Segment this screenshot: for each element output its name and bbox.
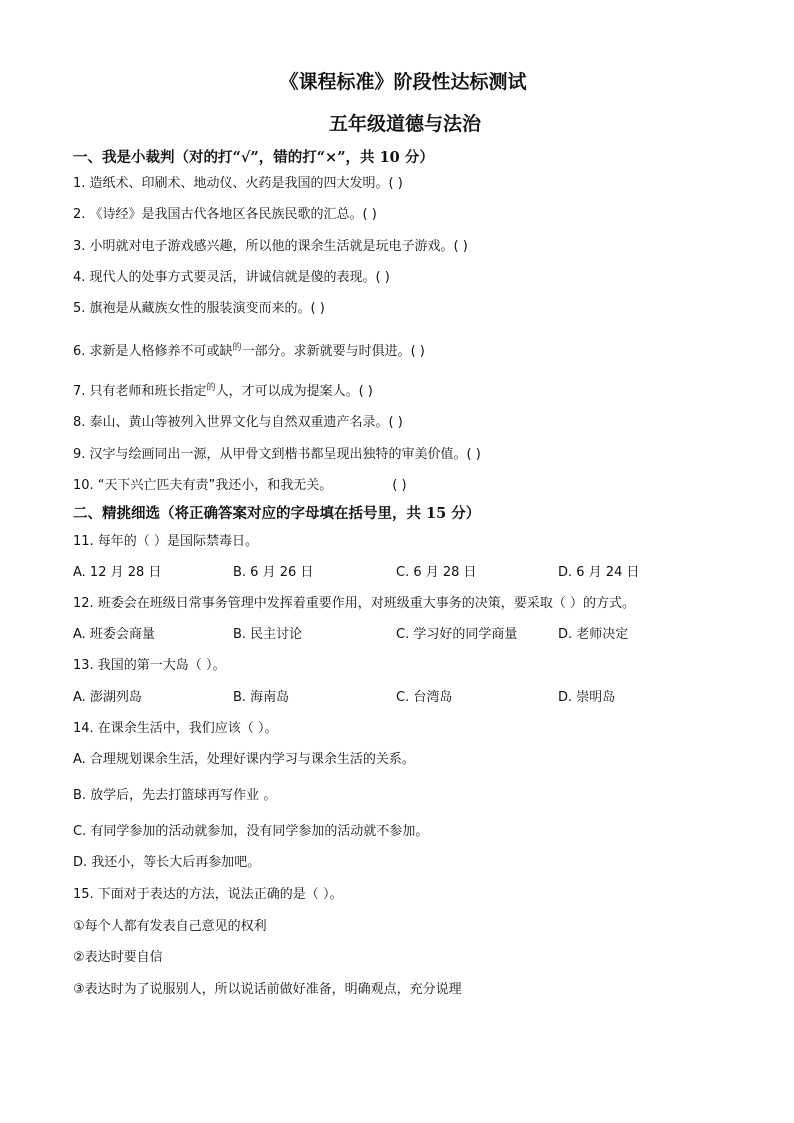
answer-blank: ( ) xyxy=(453,239,468,254)
question-15-statement-3: ③表达时为了说服别人，所以说话前做好准备，明确观点，充分说理 xyxy=(73,982,462,997)
option-b: B. 6 月 26 日 xyxy=(233,565,314,580)
question-text: 人，才可以成为提案人。 xyxy=(215,384,359,399)
option-d: D. 6 月 24 日 xyxy=(558,565,640,580)
question-13-options xyxy=(73,689,733,707)
question-5 xyxy=(73,300,325,318)
question-14-stem: 14. 在课余生活中，我们应该（ ）。 xyxy=(73,721,278,736)
option-a: A. 12 月 28 日 xyxy=(73,565,162,580)
question-14-option-c: C. 有同学参加的活动就参加，没有同学参加的活动就不参加。 xyxy=(73,824,429,839)
question-8 xyxy=(73,414,403,432)
question-13-stem: 13. 我国的第一大岛（ ）。 xyxy=(73,658,226,673)
question-text: 一部分。求新就要与时俱进。 xyxy=(241,344,411,359)
question-14-option-b: B. 放学后，先去打篮球再写作业 。 xyxy=(73,788,277,803)
answer-blank: ( ) xyxy=(310,301,325,316)
question-7 xyxy=(73,379,373,401)
question-2 xyxy=(73,206,377,224)
question-text: 1. 造纸术、印刷术、地动仪、火药是我国的四大发明。 xyxy=(73,176,389,191)
question-text: 5. 旗袍是从藏族女性的服装演变而来的。 xyxy=(73,301,311,316)
question-1 xyxy=(73,175,403,193)
question-15-statement-2: ②表达时要自信 xyxy=(73,950,163,965)
answer-blank: ( ) xyxy=(410,344,425,359)
question-11-options xyxy=(73,564,733,582)
question-6 xyxy=(73,339,425,361)
question-text: 8. 泰山、黄山等被列入世界文化与自然双重遗产名录。 xyxy=(73,415,389,430)
question-11-stem: 11. 每年的（ ）是国际禁毒日。 xyxy=(73,534,258,549)
question-9 xyxy=(73,446,481,464)
option-c: C. 学习好的同学商量 xyxy=(396,627,518,642)
option-b: B. 民主讨论 xyxy=(233,627,303,642)
superscript-char: 的 xyxy=(206,383,216,393)
answer-blank: ( ) xyxy=(392,478,407,493)
document-title: 《课程标准》阶段性达标测试 xyxy=(279,71,527,93)
question-3 xyxy=(73,238,468,256)
document-subtitle: 五年级道德与法治 xyxy=(328,113,481,135)
superscript-char: 的 xyxy=(232,343,242,353)
question-text: 10. “天下兴亡匹夫有责”我还小，和我无关。 xyxy=(73,478,333,493)
answer-blank: ( ) xyxy=(388,415,403,430)
answer-blank: ( ) xyxy=(466,447,481,462)
question-10 xyxy=(73,477,407,495)
answer-blank: ( ) xyxy=(362,207,377,222)
option-d: D. 崇明岛 xyxy=(558,690,616,705)
question-15-statement-1: ①每个人都有发表自己意见的权利 xyxy=(73,919,267,934)
option-c: C. 6 月 28 日 xyxy=(396,565,477,580)
answer-blank: ( ) xyxy=(375,270,390,285)
option-a: A. 班委会商量 xyxy=(73,627,155,642)
question-text: 7. 只有老师和班长指定 xyxy=(73,384,207,399)
option-a: A. 澎湖列岛 xyxy=(73,690,142,705)
section-2-heading: 二、精挑细选（将正确答案对应的字母填在括号里，共 15 分） xyxy=(73,505,481,522)
option-d: D. 老师决定 xyxy=(558,627,629,642)
question-12-options xyxy=(73,626,733,644)
answer-blank: ( ) xyxy=(358,384,373,399)
section-1-heading: 一、我是小裁判（对的打“√”，错的打“×”，共 10 分） xyxy=(73,149,434,166)
question-text: 3. 小明就对电子游戏感兴趣，所以他的课余生活就是玩电子游戏。 xyxy=(73,239,454,254)
question-15-stem: 15. 下面对于表达的方法，说法正确的是（ ）。 xyxy=(73,887,343,902)
question-text: 2. 《诗经》是我国古代各地区各民族民歌的汇总。 xyxy=(73,207,363,222)
question-12-stem: 12. 班委会在班级日常事务管理中发挥着重要作用，对班级重大事务的决策，要采取（ ）的方式。 xyxy=(73,596,635,611)
option-b: B. 海南岛 xyxy=(233,690,290,705)
question-4 xyxy=(73,269,390,287)
answer-blank: ( ) xyxy=(388,176,403,191)
question-text: 4. 现代人的处事方式要灵活，讲诚信就是傻的表现。 xyxy=(73,270,376,285)
question-14-option-d: D. 我还小，等长大后再参加吧。 xyxy=(73,855,261,870)
question-14-option-a: A. 合理规划课余生活，处理好课内学习与课余生活的关系。 xyxy=(73,752,415,767)
option-c: C. 台湾岛 xyxy=(396,690,453,705)
question-text: 9. 汉字与绘画同出一源，从甲骨文到楷书都呈现出独特的审美价值。 xyxy=(73,447,467,462)
question-text: 6. 求新是人格修养不可或缺 xyxy=(73,344,233,359)
